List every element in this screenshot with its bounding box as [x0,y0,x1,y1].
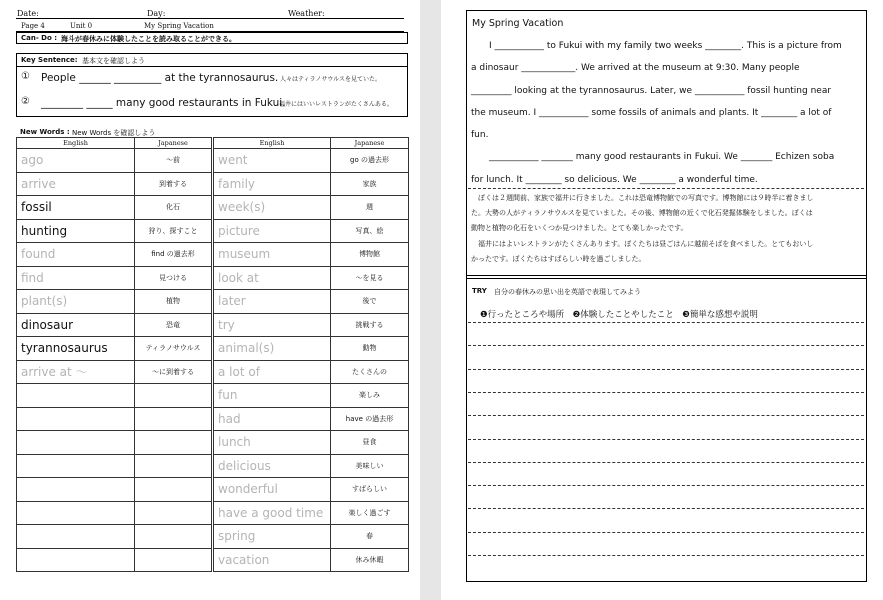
key-sentence-1: People ______ _________ at the tyrannosaurus. [41,72,279,84]
story-translation [471,191,863,267]
vocab-english [17,384,135,408]
vocab-english [17,454,135,478]
vocab-row [17,196,212,220]
vocab-japanese [135,548,212,572]
vocab-table-left [16,137,212,572]
vocab-japanese [135,525,212,549]
vocab-japanese: 狩り、探すこと [135,219,212,243]
col-header-japanese: Japanese [135,138,212,149]
vocab-japanese: find の過去形 [135,243,212,267]
vocab-japanese [135,454,212,478]
vocab-row [214,290,409,314]
date-label: Date: [17,9,39,18]
vocab-row [17,172,212,196]
vocab-english: picture [214,219,331,243]
story-line [471,102,863,124]
try-divider-2 [466,278,867,279]
vocab-english [17,431,135,455]
translation-line [471,206,863,221]
key-sentence-1-japanese: 人々はティラノサウルスを見ていた。 [280,76,381,83]
vocab-english [17,478,135,502]
vocab-english: look at [214,266,331,290]
key-sentence-2-number: ② [21,96,30,107]
vocab-english: find [17,266,135,290]
vocab-english: a lot of [214,360,331,384]
writing-line[interactable] [468,555,864,556]
new-words-label: New Words : [20,128,70,136]
vocab-row [214,313,409,337]
key-sentence-2-japanese: 福井にはいいレストランがたくさんある。 [279,101,393,108]
writing-line[interactable] [468,369,864,370]
vocab-english: went [214,149,331,173]
vocab-row [214,219,409,243]
writing-line[interactable] [468,485,864,486]
vocab-english: fun [214,384,331,408]
day-label: Day: [147,9,166,18]
vocab-japanese: 到着する [135,172,212,196]
vocab-japanese: 楽しく過ごす [331,501,409,525]
vocab-japanese: ～前 [135,149,212,173]
vocab-english: have a good time [214,501,331,525]
try-label: TRY [472,287,487,295]
vocab-english: hunting [17,219,135,243]
can-do-text: 海斗が春休みに体験したことを読み取ることができる。 [61,35,236,43]
story-line [471,146,863,168]
vocab-english: plant(s) [17,290,135,314]
vocab-row [17,478,212,502]
vocab-japanese: すばらしい [331,478,409,502]
vocab-english: museum [214,243,331,267]
col-header-japanese: Japanese [331,138,409,149]
key-sentence-1-number: ① [21,71,30,82]
writing-line[interactable] [468,392,864,393]
vocab-row [214,548,409,572]
vocab-japanese: have の過去形 [331,407,409,431]
vocab-japanese: 見つける [135,266,212,290]
col-header-english: English [17,138,135,149]
story-line-text: for lunch. It ________ so delicious. We ________ a wonderful time. [471,174,758,185]
vocab-english: had [214,407,331,431]
story-line-text: the museum. I ___________ some fossils of animals and plants. It ________ a lot of [471,107,832,118]
translation-line-text: 福井にはよいレストランがたくさんあります。ぼくたちは昼ごはんに越前そばを食べました。とてもおいし [478,239,814,248]
vocab-row [17,337,212,361]
vocab-japanese: 春 [331,525,409,549]
can-do-box [16,32,408,44]
story-line-text: fun. [471,130,489,141]
vocab-row [17,431,212,455]
vocab-row [17,501,212,525]
col-header-english: English [214,138,331,149]
story-title: My Spring Vacation [472,18,564,29]
writing-line[interactable] [468,415,864,416]
vocab-japanese: 家族 [331,172,409,196]
try-divider-1 [466,275,867,276]
header-rule [16,18,404,19]
lesson-title: My Spring Vacation [144,22,214,30]
vocab-japanese: 植物 [135,290,212,314]
vocab-japanese: 後で [331,290,409,314]
story-text [471,35,863,191]
vocab-english: animal(s) [214,337,331,361]
vocab-japanese: ～に到着する [135,360,212,384]
can-do-label: Can- Do : [21,34,58,42]
vocab-japanese: 週 [331,196,409,220]
page-number: Page 4 [21,22,45,30]
vocab-english: delicious [214,454,331,478]
vocab-row [214,384,409,408]
key-sentence-instruction: 基本文を確認しよう [82,57,145,65]
vocab-row [17,548,212,572]
vocab-english: later [214,290,331,314]
vocab-row [214,266,409,290]
vocab-row [214,337,409,361]
vocab-row [214,454,409,478]
vocab-japanese [135,431,212,455]
vocab-row [17,407,212,431]
writing-line[interactable] [468,439,864,440]
vocab-row [17,525,212,549]
vocab-japanese: 恐竜 [135,313,212,337]
vocab-english: try [214,313,331,337]
vocab-japanese: 化石 [135,196,212,220]
key-sentence-2: ________ _____ many good restaurants in Fukui. [41,97,286,109]
translation-line-text: ぼくは２週間前、家族で福井に行きました。これは恐竜博物館での写真です。博物館には９時半に着きまし [478,194,814,202]
vocab-row [214,407,409,431]
story-divider [468,188,864,189]
key-sentence-box [16,53,408,117]
vocab-english: arrive at ～ [17,360,135,384]
story-line-text: I ___________ to Fukui with my family two weeks ________. This is a picture from [489,41,842,51]
translation-line [471,237,863,252]
vocab-japanese: 美味しい [331,454,409,478]
vocab-japanese [135,384,212,408]
vocab-japanese: 写真、絵 [331,219,409,243]
vocab-row [214,196,409,220]
vocab-english: dinosaur [17,313,135,337]
story-line-text: _________ looking at the tyrannosaurus. Later, we ___________ fossil hunting near [471,85,832,96]
writing-line[interactable] [468,345,864,346]
vocab-japanese [135,478,212,502]
vocab-english: spring [214,525,331,549]
vocab-row [17,290,212,314]
vocab-japanese: go の過去形 [331,149,409,173]
vocab-english: vacation [214,548,331,572]
try-guide: ❶行ったところや場所 ❷体験したことやしたこと ❸簡単な感想や説明 [480,310,758,320]
vocab-row [17,149,212,173]
vocab-row [17,243,212,267]
writing-line[interactable] [468,322,864,323]
vocab-row [17,384,212,408]
key-sentence-label: Key Sentence: [21,56,78,64]
writing-line[interactable] [468,532,864,533]
vocab-japanese: ～を見る [331,266,409,290]
vocab-japanese: 博物館 [331,243,409,267]
story-line-text: ___________ _______ many good restaurants in Fukui. We _______ Echizen soba [489,152,835,163]
writing-line[interactable] [468,462,864,463]
vocab-japanese: 動物 [331,337,409,361]
writing-line[interactable] [468,508,864,509]
translation-line-text: かったです。ぼくたちはすばらしい時を過ごしました。 [471,254,646,263]
weather-label: Weather: [288,9,325,18]
vocab-english: lunch [214,431,331,455]
translation-line [471,221,863,236]
vocab-japanese [135,501,212,525]
vocab-table-right [213,137,409,572]
translation-line-text: 動物と植物の化石をいくつか見つけました。とても楽しかったです。 [471,224,688,233]
vocab-english: wonderful [214,478,331,502]
vocab-japanese [135,407,212,431]
vocab-row [17,454,212,478]
vocab-english: arrive [17,172,135,196]
vocab-row [214,360,409,384]
translation-line [471,252,863,267]
vocab-japanese: 楽しみ [331,384,409,408]
vocab-japanese: たくさんの [331,360,409,384]
story-line [471,57,863,79]
vocab-english: family [214,172,331,196]
vocab-row [214,149,409,173]
vocab-english: found [17,243,135,267]
new-words-instruction: New Words を確認しよう [72,129,156,137]
vocab-row [17,313,212,337]
try-instruction: 自分の春休みの思い出を英語で表現してみよう [494,288,641,296]
vocab-english: tyrannosaurus [17,337,135,361]
vocab-row [214,243,409,267]
unit-label: Unit 0 [70,22,93,30]
vocab-row [17,219,212,243]
vocab-english [17,525,135,549]
vocab-english: week(s) [214,196,331,220]
vocab-row [17,266,212,290]
story-line [471,80,863,102]
vocab-japanese: 休み休暇 [331,548,409,572]
vocab-english: fossil [17,196,135,220]
key-sentence-rule [17,66,407,67]
translation-line [471,191,863,206]
vocab-japanese: 昼食 [331,431,409,455]
vocab-row [214,478,409,502]
vocab-row [214,431,409,455]
story-line [471,124,863,146]
vocab-row [214,525,409,549]
worksheet-left-page [0,0,420,600]
vocab-japanese: 挑戦する [331,313,409,337]
vocab-english [17,548,135,572]
vocab-japanese: ティラノサウルス [135,337,212,361]
vocab-english [17,407,135,431]
vocab-english [17,501,135,525]
vocab-row [17,360,212,384]
vocab-row [214,172,409,196]
story-line [471,35,863,57]
vocab-english: ago [17,149,135,173]
translation-line-text: た。大勢の人がティラノサウルスを見ていました。その後、博物館の近くで化石発掘体験をしました。ぼくは [471,209,813,218]
vocab-row [214,501,409,525]
story-line-text: a dinosaur ____________. We arrived at the museum at 9:30. Many people [471,63,800,74]
